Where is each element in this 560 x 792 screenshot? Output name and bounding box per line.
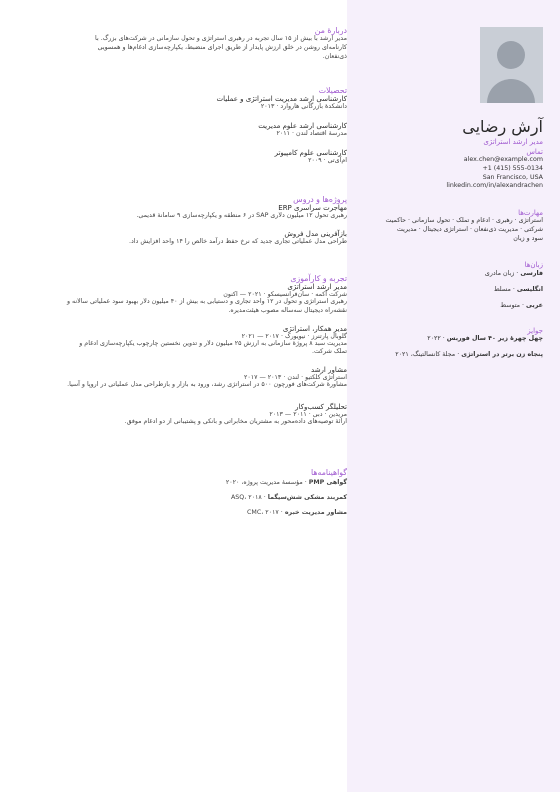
skills-section: [363, 209, 543, 243]
experience-section: [37, 274, 347, 427]
about-line: مدیر ارشد با بیش از ۱۵ سال تجربه در رهبری استراتژی و تحول سازمانی در شرکت‌های بزرگ. با: [95, 35, 347, 42]
experience-sub: استراتژی کلکتیو · لندن · ۲۰۱۳ — ۲۰۱۷: [243, 374, 347, 382]
languages-heading: زبان‌ها: [524, 261, 543, 269]
contact-section: [363, 148, 543, 191]
language-name: انگلیسی: [516, 285, 543, 293]
education-school: دانشکدهٔ بازرگانی هاروارد · ۲۰۱۳: [260, 103, 347, 110]
experience-title: مشاور ارشد: [311, 366, 347, 375]
certificate-item: مشاور مدیریت خبره · CMC، ۲۰۱۷: [247, 509, 347, 516]
skills-line: شرکتی · مدیریت ذی‌نفعان · استراتژی دیجیتال · مدیریت: [396, 225, 543, 233]
profile-photo: [480, 27, 543, 103]
certificates-section: [37, 468, 347, 516]
skills-line: سود و زیان: [513, 234, 543, 242]
skills-heading: مهارت‌ها: [518, 209, 543, 217]
education-school: ام‌آی‌تی · ۲۰۰۹: [308, 157, 347, 164]
projects-section: [37, 195, 347, 247]
education-degree: کارشناسی علوم کامپیوتر: [274, 149, 347, 157]
award-title: پنجاه زن برتر در استراتژی: [461, 350, 543, 358]
awards-section: [363, 327, 543, 360]
education-degree: کارشناسی ارشد علوم مدیریت: [258, 122, 347, 130]
avatar-head: [497, 41, 525, 69]
language-level: زبان مادری: [484, 270, 515, 277]
certificate-item: گواهی PMP · مؤسسهٔ مدیریت پروژه، ۲۰۲۰: [225, 479, 347, 486]
experience-desc: مدیریت سبد ۸ پروژهٔ سازمانی به ارزش ۲۵ میلیون دلار و تدوین نخستین چارچوب یکپارچه‌سازی ادغام و: [79, 339, 347, 347]
project-desc: رهبری تحول ۱۲ میلیون دلاری SAP در ۶ منطقه و یکپارچه‌سازی ۹ سامانهٔ قدیمی.: [136, 212, 347, 219]
certificate-title: مشاور مدیریت خبره: [284, 509, 347, 516]
certificate-title: گواهی PMP: [308, 479, 347, 486]
award-item: چهل چهرهٔ زیر ۴۰ سال فوربس · ۲۰۲۲: [427, 335, 543, 342]
awards-heading: جوایز: [527, 327, 543, 335]
education-degree: کارشناسی ارشد مدیریت استراتژی و عملیات: [216, 95, 347, 103]
avatar-body: [487, 79, 535, 103]
language-item: فارسی · زبان مادری: [484, 270, 543, 277]
about-section: [37, 26, 347, 61]
project-desc: طراحی مدل عملیاتی تجاری جدید که نرخ حفظ درآمد خالص را ۱۴ واحد افزایش داد.: [128, 237, 347, 245]
certificate-detail: CMC، ۲۰۱۷: [247, 509, 279, 516]
about-heading: دربارهٔ من: [314, 26, 347, 35]
skills-line: استراتژی · رهبری · ادغام و تملک · تحول سازمانی · حاکمیت: [385, 217, 543, 224]
contact-linkedin[interactable]: linkedin.com/in/alexandrachen: [446, 182, 543, 190]
language-name: عربی: [526, 301, 543, 309]
experience-desc: مشاورهٔ شرکت‌های فورچون ۵۰۰ در استراتژی رشد، ورود به بازار و بازطراحی مدل عملیاتی در اروپا و آسیا.: [67, 381, 347, 389]
award-detail: ۲۰۲۲: [427, 335, 441, 342]
certificate-detail: مؤسسهٔ مدیریت پروژه، ۲۰۲۰: [225, 479, 303, 486]
experience-title: مدیر ارشد استراتژی: [287, 283, 347, 291]
experience-title: مدیر همکار، استراتژی: [282, 324, 347, 333]
profile-role: مدیر ارشد استراتژی: [483, 138, 543, 146]
experience-desc: ارائهٔ توصیه‌های داده‌محور به مشتریان مخابراتی و بانکی و پشتیبانی از دو ادغام موفق.: [124, 417, 347, 425]
language-level: متوسط: [500, 301, 521, 309]
contact-location: San Francisco, USA: [482, 173, 543, 181]
certificates-heading: گواهینامه‌ها: [311, 468, 347, 477]
language-name: فارسی: [520, 270, 543, 277]
contact-email[interactable]: alex.chen@example.com: [463, 156, 543, 163]
award-item: پنجاه زن برتر در استراتژی · مجلهٔ کانسالتینگ، ۲۰۲۱: [395, 350, 543, 358]
experience-desc: نقشه‌راه دیجیتال سه‌ساله مصوب هیئت‌مدیره.: [228, 306, 347, 314]
language-item: عربی · متوسط: [500, 301, 543, 309]
languages-section: [363, 261, 543, 310]
profile-name: آرش رضایی: [462, 117, 543, 136]
project-title: مهاجرت سراسری ERP: [278, 204, 347, 212]
experience-heading: تجربه و کارآموزی: [290, 274, 347, 283]
award-title: چهل چهرهٔ زیر ۴۰ سال فوربس: [446, 335, 543, 342]
project-title: بازآفرینی مدل فروش: [284, 229, 347, 238]
about-line: کارنامه‌ای روشن در خلق ارزش پایدار از طریق اجرای منضبط، یکپارچه‌سازی ادغام‌ها و همسویی: [97, 43, 347, 51]
language-item: انگلیسی · مسلط: [493, 285, 543, 293]
certificate-item: کمربند مشکی شش‌سیگما · ASQ، ۲۰۱۸: [230, 494, 347, 501]
certificate-detail: ASQ، ۲۰۱۸: [230, 494, 262, 501]
education-section: [37, 86, 347, 164]
award-detail: مجلهٔ کانسالتینگ، ۲۰۲۱: [395, 350, 456, 358]
experience-desc: رهبری استراتژی و تحول در ۱۲ واحد تجاری و دستیابی به بیش از ۴۰ میلیون دلار بهبود سود عملیاتی سالانه و: [67, 298, 347, 305]
experience-sub: گلوبال پارتنرز · نیویورک · ۲۰۱۷ — ۲۰۲۱: [241, 332, 347, 340]
experience-title: تحلیلگر کسب‌وکار: [295, 402, 347, 411]
education-school: مدرسهٔ اقتصاد لندن · ۲۰۱۱: [276, 130, 347, 137]
education-heading: تحصیلات: [318, 86, 347, 95]
certificate-title: کمربند مشکی شش‌سیگما: [267, 494, 347, 501]
projects-heading: پروژه‌ها و دروس: [293, 195, 347, 204]
language-level: مسلط: [493, 285, 511, 293]
experience-desc: تملک شرکت.: [311, 348, 347, 356]
contact-phone[interactable]: +1 (415) 555-0134: [482, 164, 543, 172]
contact-heading: تماس: [526, 148, 543, 156]
experience-sub: مریدین · دبی · ۲۰۱۱ — ۲۰۱۳: [269, 410, 347, 418]
about-line: ذی‌نفعان.: [322, 52, 347, 60]
experience-sub: شرکت آکمه · سان‌فرانسیسکو · ۲۰۲۱ — اکنون: [223, 291, 347, 298]
